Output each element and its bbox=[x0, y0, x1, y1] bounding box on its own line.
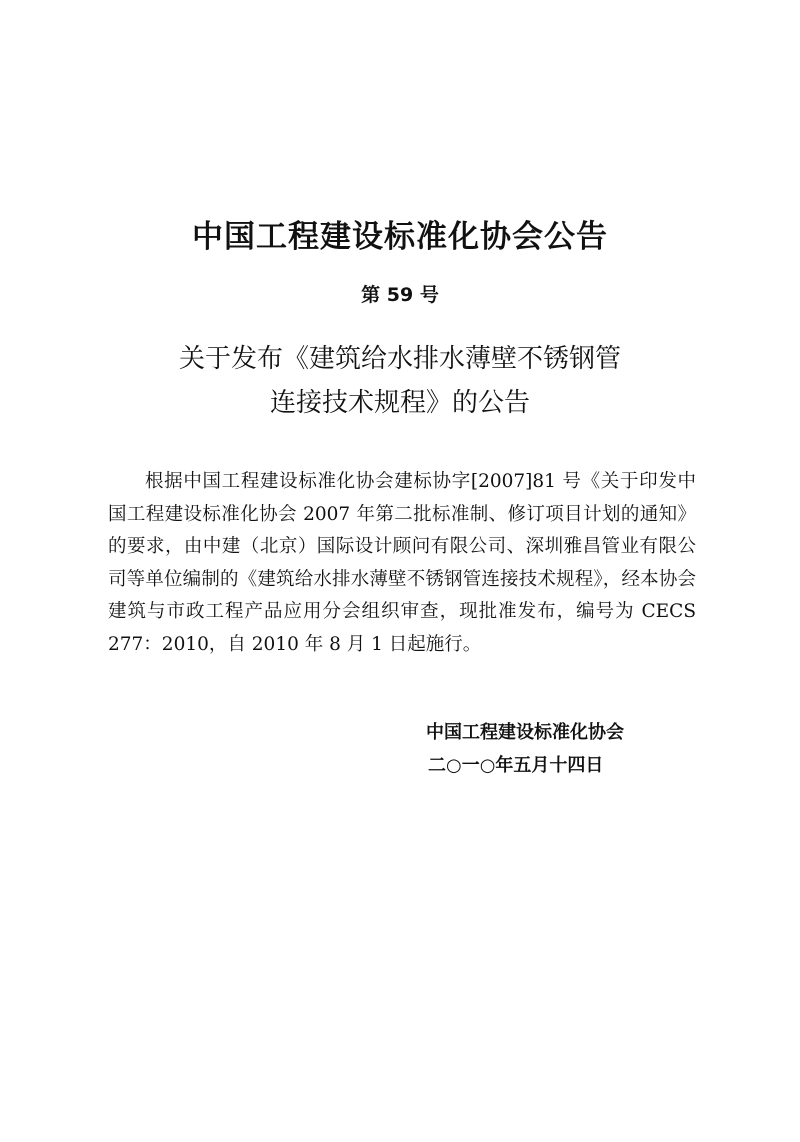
announcement-body: 根据中国工程建设标准化协会建标协字[2007]81 号《关于印发中国工程建设标准化协会 2007 年第二批标准制、修订项目计划的通知》的要求，由中建（北京）国际设计顾问有限公司、深圳雅昌管业有限公司等单位编制的《建筑给水排水薄壁不锈钢管连接技术规程》，经本协会建筑与市政工程产品应用分会组织审查，现批准发布，编号为 CECS 277：2010，自 2010 年 8 月 1 日起施行。 bbox=[108, 471, 696, 655]
signature-block bbox=[426, 716, 624, 782]
signature-date: 二○一○年五月十四日 bbox=[428, 755, 604, 776]
announcement-headline bbox=[0, 337, 800, 425]
headline-line-2: 连接技术规程》的公告 bbox=[269, 388, 530, 418]
headline-line-1: 关于发布《建筑给水排水薄壁不锈钢管 bbox=[178, 344, 621, 374]
issue-number: 第 59 号 bbox=[361, 284, 439, 306]
signature-organization: 中国工程建设标准化协会 bbox=[426, 722, 624, 743]
organization-title: 中国工程建设标准化协会公告 bbox=[192, 219, 608, 255]
